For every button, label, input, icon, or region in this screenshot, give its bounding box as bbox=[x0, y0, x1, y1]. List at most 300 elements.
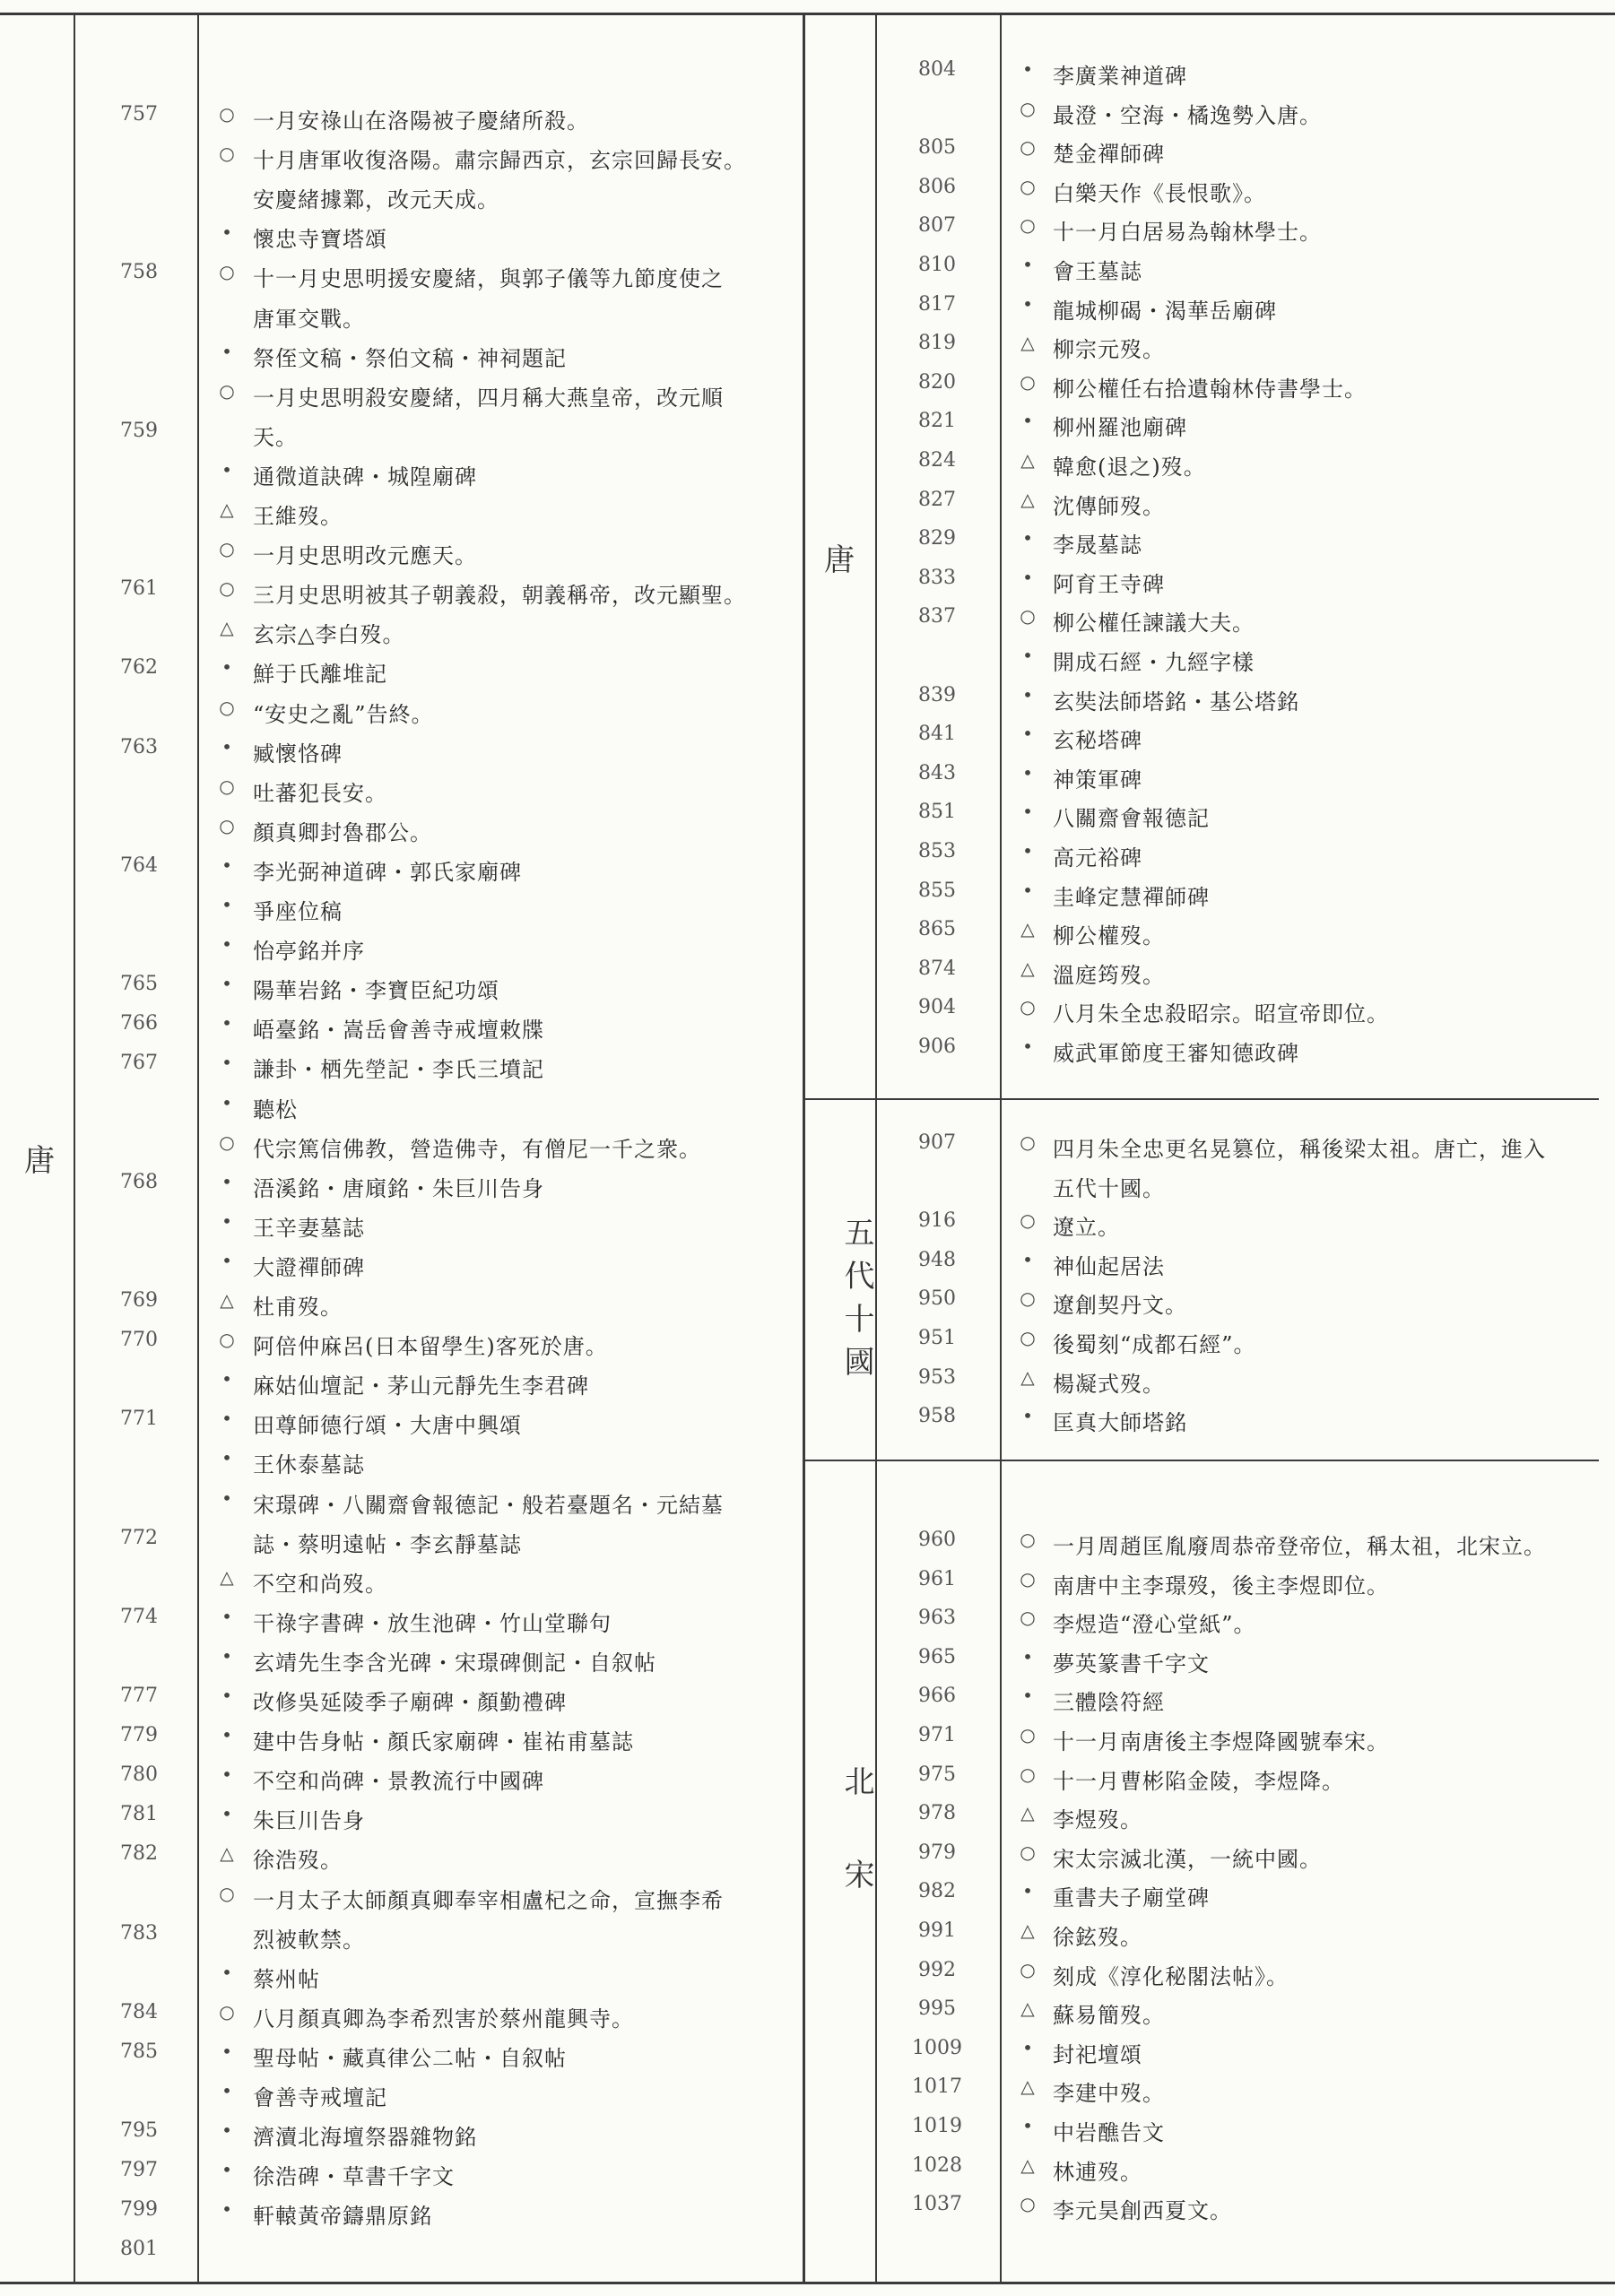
row-year: 770 bbox=[120, 1329, 158, 1352]
work-bullet-icon: • bbox=[221, 1408, 232, 1430]
row-text: 聽松 bbox=[253, 1096, 298, 1122]
row-text: 改修吳延陵季子廟碑・顏勤禮碑 bbox=[253, 1690, 567, 1715]
timeline-row bbox=[805, 918, 1599, 957]
event-circle-icon: ○ bbox=[1020, 1841, 1036, 1863]
row-year: 975 bbox=[918, 1763, 956, 1786]
death-triangle-icon: △ bbox=[1020, 488, 1035, 510]
event-circle-icon: ○ bbox=[1020, 97, 1036, 119]
timeline-row bbox=[0, 1210, 803, 1250]
work-bullet-icon: • bbox=[1022, 2036, 1033, 2058]
row-year: 865 bbox=[918, 918, 956, 941]
timeline-row bbox=[805, 332, 1599, 371]
row-year: 784 bbox=[120, 2000, 158, 2023]
event-circle-icon: ○ bbox=[219, 775, 235, 797]
row-year: 827 bbox=[918, 488, 956, 511]
timeline-row bbox=[0, 775, 803, 815]
row-year: 979 bbox=[918, 1841, 956, 1864]
event-circle-icon: ○ bbox=[1020, 1529, 1036, 1550]
timeline-row bbox=[0, 1250, 803, 1289]
row-text: 八關齋會報德記 bbox=[1053, 806, 1210, 832]
row-year: 805 bbox=[918, 136, 956, 160]
row-year: 904 bbox=[918, 996, 956, 1019]
row-text: 八月朱全忠殺昭宗。昭宣帝即位。 bbox=[1053, 1001, 1389, 1027]
death-triangle-icon: △ bbox=[220, 498, 234, 520]
row-year: 1019 bbox=[912, 2115, 962, 2137]
work-bullet-icon: • bbox=[221, 933, 232, 956]
row-year: 817 bbox=[918, 292, 956, 316]
timeline-row bbox=[805, 1997, 1599, 2037]
row-text: 阿育王寺碑 bbox=[1053, 571, 1165, 597]
timeline-row bbox=[0, 1447, 803, 1486]
event-circle-icon: ○ bbox=[219, 103, 235, 125]
row-year: 780 bbox=[120, 1763, 158, 1787]
dynasty-label-right-tang: 唐 bbox=[824, 542, 855, 578]
row-year: 806 bbox=[918, 175, 956, 198]
row-text: 一月安祿山在洛陽被子慶緒所殺。 bbox=[253, 108, 589, 134]
work-bullet-icon: • bbox=[1022, 801, 1033, 823]
row-text: 圭峰定慧禪師碑 bbox=[1053, 884, 1210, 910]
timeline-row bbox=[805, 449, 1599, 489]
row-text: 刻成《淳化秘閣法帖》。 bbox=[1053, 1963, 1289, 1989]
timeline-row bbox=[805, 410, 1599, 449]
row-text: 誌・蔡明遠帖・李玄靜墓誌 bbox=[253, 1531, 522, 1557]
event-circle-icon: ○ bbox=[219, 696, 235, 718]
work-bullet-icon: • bbox=[1022, 527, 1033, 550]
row-year: 763 bbox=[120, 735, 158, 758]
timeline-row bbox=[0, 261, 803, 300]
row-text: 麻姑仙壇記・茅山元靜先生李君碑 bbox=[253, 1373, 589, 1399]
row-year: 855 bbox=[918, 879, 956, 902]
event-circle-icon: ○ bbox=[219, 143, 235, 165]
row-text: 柳公權歿。 bbox=[1053, 923, 1165, 949]
work-bullet-icon: • bbox=[221, 1724, 232, 1746]
row-text: 一月史思明改元應天。 bbox=[253, 543, 477, 569]
row-year: 853 bbox=[918, 840, 956, 862]
work-bullet-icon: • bbox=[1022, 254, 1033, 275]
timeline-row bbox=[0, 894, 803, 933]
row-text: 三月史思明被其子朝義殺，朝義稱帝，改元顯聖。 bbox=[253, 583, 746, 609]
row-year: 772 bbox=[120, 1526, 158, 1549]
work-bullet-icon: • bbox=[1022, 1035, 1033, 1057]
work-bullet-icon: • bbox=[221, 853, 232, 876]
row-text: 遼立。 bbox=[1053, 1215, 1120, 1241]
timeline-row bbox=[0, 538, 803, 577]
top-border bbox=[0, 13, 1615, 15]
timeline-row bbox=[805, 1841, 1599, 1881]
dynasty-label-right-wudai: 五代十國 bbox=[838, 1217, 874, 1389]
row-text: 王休泰墓誌 bbox=[253, 1452, 365, 1478]
timeline-row bbox=[0, 1645, 803, 1685]
row-text: 柳公權任右拾遺翰林侍書學士。 bbox=[1053, 376, 1367, 402]
timeline-row bbox=[805, 136, 1599, 176]
row-year: 1037 bbox=[912, 2193, 962, 2216]
timeline-row bbox=[805, 1724, 1599, 1763]
timeline-row bbox=[0, 182, 803, 221]
row-text: 十月唐軍收復洛陽。肅宗歸西京，玄宗回歸長安。 bbox=[253, 148, 746, 174]
row-text: 威武軍節度王審知德政碑 bbox=[1053, 1041, 1299, 1066]
event-circle-icon: ○ bbox=[219, 1131, 235, 1153]
row-text: 不空和尚碑・景教流行中國碑 bbox=[253, 1769, 544, 1795]
row-text: 匡真大師塔銘 bbox=[1053, 1410, 1187, 1436]
row-year: 992 bbox=[918, 1958, 956, 1981]
death-triangle-icon: △ bbox=[1020, 1365, 1035, 1388]
right-section-divider-1 bbox=[805, 1098, 1599, 1100]
row-text: 宋璟碑・八關齋會報德記・般若臺題名・元結墓 bbox=[253, 1492, 724, 1518]
timeline-row bbox=[0, 1012, 803, 1052]
timeline-row bbox=[805, 214, 1599, 254]
row-text: 楚金禪師碑 bbox=[1053, 142, 1165, 168]
work-bullet-icon: • bbox=[1022, 410, 1033, 432]
work-bullet-icon: • bbox=[221, 1605, 232, 1627]
row-text: 干祿字書碑・放生池碑・竹山堂聯句 bbox=[253, 1610, 612, 1636]
row-text: “安史之亂”告終。 bbox=[253, 701, 434, 727]
event-circle-icon: ○ bbox=[1020, 1327, 1036, 1348]
timeline-row bbox=[0, 815, 803, 854]
row-year: 953 bbox=[918, 1365, 956, 1389]
timeline-row bbox=[805, 1366, 1599, 1406]
timeline-row bbox=[0, 854, 803, 894]
row-text: 田尊師德行頌・大唐中興頌 bbox=[253, 1413, 522, 1439]
timeline-row bbox=[805, 254, 1599, 293]
timeline-row bbox=[805, 1249, 1599, 1288]
event-circle-icon: ○ bbox=[1020, 1763, 1036, 1785]
death-triangle-icon: △ bbox=[1020, 918, 1035, 940]
timeline-row bbox=[0, 1329, 803, 1368]
work-bullet-icon: • bbox=[1022, 761, 1033, 784]
timeline-row bbox=[805, 1763, 1599, 1803]
event-circle-icon: ○ bbox=[219, 814, 235, 836]
row-text: 南唐中主李璟歿，後主李煜即位。 bbox=[1053, 1573, 1389, 1599]
row-year: 766 bbox=[120, 1012, 158, 1035]
row-text: 封祀壇頌 bbox=[1053, 2041, 1142, 2067]
timeline-row bbox=[805, 684, 1599, 723]
timeline-row bbox=[0, 697, 803, 736]
row-year: 960 bbox=[918, 1529, 956, 1551]
death-triangle-icon: △ bbox=[220, 617, 234, 639]
work-bullet-icon: • bbox=[221, 735, 232, 758]
work-bullet-icon: • bbox=[221, 1763, 232, 1786]
work-bullet-icon: • bbox=[1022, 1685, 1033, 1707]
row-text: 代宗篤信佛教，營造佛寺，有僧尼一千之衆。 bbox=[253, 1136, 701, 1162]
row-year: 771 bbox=[120, 1408, 158, 1431]
work-bullet-icon: • bbox=[221, 1644, 232, 1667]
dynasty-label-left: 唐 bbox=[24, 1143, 55, 1179]
timeline-row bbox=[0, 2080, 803, 2119]
event-circle-icon: ○ bbox=[1020, 1567, 1036, 1590]
work-bullet-icon: • bbox=[221, 1052, 232, 1074]
timeline-row bbox=[0, 1052, 803, 1091]
row-year: 916 bbox=[918, 1209, 956, 1233]
row-year: 874 bbox=[918, 957, 956, 980]
row-year: 1009 bbox=[912, 2036, 962, 2059]
work-bullet-icon: • bbox=[221, 1447, 232, 1469]
row-text: 十一月曹彬陷金陵，李煜降。 bbox=[1053, 1768, 1344, 1794]
work-bullet-icon: • bbox=[221, 1486, 232, 1509]
event-circle-icon: ○ bbox=[219, 1882, 235, 1904]
row-year: 1017 bbox=[912, 2075, 962, 2099]
event-circle-icon: ○ bbox=[1020, 996, 1036, 1018]
row-year: 768 bbox=[120, 1170, 158, 1193]
row-text: 最澄・空海・橘逸勢入唐。 bbox=[1053, 102, 1322, 128]
event-circle-icon: ○ bbox=[1020, 370, 1036, 393]
work-bullet-icon: • bbox=[221, 1012, 232, 1035]
timeline-row bbox=[0, 1724, 803, 1763]
work-bullet-icon: • bbox=[221, 1091, 232, 1113]
row-text: 謙卦・栖先塋記・李氏三墳記 bbox=[253, 1057, 544, 1083]
row-text: 朱巨川告身 bbox=[253, 1808, 365, 1834]
row-text: 神仙起居法 bbox=[1053, 1253, 1165, 1279]
timeline-row bbox=[0, 1883, 803, 1922]
row-year: 777 bbox=[120, 1685, 158, 1707]
timeline-row bbox=[0, 1171, 803, 1210]
timeline-row bbox=[805, 527, 1599, 567]
timeline-row bbox=[805, 98, 1599, 137]
row-year: 821 bbox=[918, 410, 956, 433]
timeline-row bbox=[0, 380, 803, 420]
timeline-row bbox=[0, 143, 803, 182]
row-text: 四月朱全忠更名晃篡位，稱後梁太祖。唐亡，進入 bbox=[1053, 1137, 1546, 1162]
event-circle-icon: ○ bbox=[1020, 214, 1036, 237]
work-bullet-icon: • bbox=[1022, 2115, 1033, 2136]
timeline-row bbox=[0, 1803, 803, 1842]
timeline-row bbox=[805, 371, 1599, 411]
timeline-row bbox=[0, 2198, 803, 2238]
row-text: 阿倍仲麻呂(日本留學生)客死於唐。 bbox=[253, 1334, 608, 1360]
work-bullet-icon: • bbox=[1022, 566, 1033, 588]
timeline-row bbox=[0, 1131, 803, 1171]
row-text: 白樂天作《長恨歌》。 bbox=[1053, 180, 1266, 206]
row-text: 聖母帖・藏真律公二帖・自叙帖 bbox=[253, 2045, 567, 2071]
death-triangle-icon: △ bbox=[220, 1289, 234, 1311]
row-year: 851 bbox=[918, 801, 956, 824]
row-year: 774 bbox=[120, 1605, 158, 1628]
work-bullet-icon: • bbox=[1022, 292, 1033, 315]
timeline-row bbox=[805, 1646, 1599, 1685]
row-text: 蔡州帖 bbox=[253, 1966, 320, 1992]
row-text: 李煜造“澄心堂紙”。 bbox=[1053, 1612, 1256, 1638]
timeline-row bbox=[805, 762, 1599, 801]
timeline-row bbox=[0, 1566, 803, 1606]
work-bullet-icon: • bbox=[1022, 1880, 1033, 1902]
row-year: 843 bbox=[918, 761, 956, 784]
timeline-row bbox=[0, 498, 803, 538]
row-text: 玄奘法師塔銘・基公塔銘 bbox=[1053, 689, 1299, 715]
row-year: 961 bbox=[918, 1567, 956, 1590]
timeline-row bbox=[0, 103, 803, 143]
timeline-row bbox=[0, 577, 803, 617]
row-text: 溫庭筠歿。 bbox=[1053, 962, 1165, 988]
row-text: 李建中歿。 bbox=[1053, 2081, 1165, 2107]
event-circle-icon: ○ bbox=[1020, 136, 1036, 159]
row-year: 757 bbox=[120, 103, 158, 126]
timeline-row bbox=[0, 1487, 803, 1527]
timeline-row bbox=[0, 1408, 803, 1447]
timeline-row bbox=[805, 2075, 1599, 2115]
timeline-row bbox=[805, 1880, 1599, 1919]
timeline-row bbox=[805, 1959, 1599, 1998]
work-bullet-icon: • bbox=[221, 894, 232, 915]
row-text: 中岩醮告文 bbox=[1053, 2120, 1165, 2145]
row-year: 767 bbox=[120, 1052, 158, 1075]
timeline-row bbox=[805, 2193, 1599, 2232]
row-year: 951 bbox=[918, 1327, 956, 1349]
work-bullet-icon: • bbox=[1022, 1645, 1033, 1668]
row-text: 後蜀刻“成都石經”。 bbox=[1053, 1332, 1256, 1357]
timeline-row bbox=[0, 2040, 803, 2080]
timeline-row bbox=[805, 489, 1599, 528]
row-year: 759 bbox=[120, 419, 158, 442]
row-year: 761 bbox=[120, 577, 158, 601]
work-bullet-icon: • bbox=[221, 2040, 232, 2062]
row-text: 爭座位稿 bbox=[253, 899, 343, 924]
row-year: 841 bbox=[918, 723, 956, 746]
timeline-row bbox=[0, 2119, 803, 2159]
timeline-row bbox=[805, 1405, 1599, 1444]
row-text: 一月太子太師顏真卿奉宰相盧杞之命，宣撫李希 bbox=[253, 1887, 724, 1913]
row-text: 李晟墓誌 bbox=[1053, 533, 1142, 559]
dynasty-label-right-beisong: 北宋 bbox=[838, 1765, 874, 1952]
timeline-row bbox=[805, 645, 1599, 684]
timeline-row bbox=[0, 459, 803, 498]
timeline-row bbox=[0, 1842, 803, 1882]
event-circle-icon: ○ bbox=[1020, 1131, 1036, 1153]
row-text: 一月周趙匡胤廢周恭帝登帝位，稱太祖，北宋立。 bbox=[1053, 1534, 1546, 1559]
event-circle-icon: ○ bbox=[219, 1329, 235, 1351]
event-circle-icon: ○ bbox=[1020, 2193, 1036, 2215]
event-circle-icon: ○ bbox=[219, 538, 235, 560]
row-text: 李光弼神道碑・郭氏家廟碑 bbox=[253, 859, 522, 885]
timeline-row bbox=[805, 2115, 1599, 2154]
row-year: 769 bbox=[120, 1289, 158, 1312]
row-text: 沈傳師歿。 bbox=[1053, 493, 1165, 519]
work-bullet-icon: • bbox=[1022, 840, 1033, 862]
row-year: 758 bbox=[120, 261, 158, 284]
death-triangle-icon: △ bbox=[220, 1565, 234, 1588]
row-text: 徐鉉歿。 bbox=[1053, 1925, 1142, 1950]
row-text: 陽華岩銘・李寶臣紀功頌 bbox=[253, 978, 499, 1004]
timeline-row bbox=[0, 973, 803, 1012]
row-year: 978 bbox=[918, 1802, 956, 1825]
row-text: 重書夫子廟堂碑 bbox=[1053, 1885, 1210, 1911]
row-text: 蘇易簡歿。 bbox=[1053, 2003, 1165, 2029]
row-text: 徐浩碑・草書千字文 bbox=[253, 2164, 455, 2190]
work-bullet-icon: • bbox=[221, 340, 232, 362]
row-text: 遼創契丹文。 bbox=[1053, 1293, 1187, 1319]
event-circle-icon: ○ bbox=[1020, 1958, 1036, 1980]
timeline-row bbox=[805, 1802, 1599, 1841]
row-text: 不空和尚歿。 bbox=[253, 1571, 387, 1597]
row-text: 柳公權任諫議大夫。 bbox=[1053, 611, 1255, 637]
death-triangle-icon: △ bbox=[1020, 1997, 1035, 2020]
work-bullet-icon: • bbox=[221, 2119, 232, 2142]
row-year: 963 bbox=[918, 1607, 956, 1630]
row-text: 開成石經・九經字樣 bbox=[1053, 650, 1255, 675]
row-text: 唐軍交戰。 bbox=[253, 306, 365, 332]
timeline-row bbox=[805, 1568, 1599, 1607]
row-year: 804 bbox=[918, 58, 956, 81]
event-circle-icon: ○ bbox=[1020, 1607, 1036, 1629]
row-text: 李元昊創西夏文。 bbox=[1053, 2198, 1232, 2224]
event-circle-icon: ○ bbox=[1020, 1724, 1036, 1746]
timeline-row bbox=[0, 1922, 803, 1962]
row-text: 玄秘塔碑 bbox=[1053, 728, 1142, 754]
work-bullet-icon: • bbox=[1022, 58, 1033, 80]
row-year: 991 bbox=[918, 1919, 956, 1942]
row-year: 764 bbox=[120, 853, 158, 877]
row-text: 浯溪銘・唐廎銘・朱巨川告身 bbox=[253, 1175, 544, 1201]
row-year: 765 bbox=[120, 973, 158, 996]
row-text: 祭侄文稿・祭伯文稿・神祠題記 bbox=[253, 345, 567, 371]
timeline-row bbox=[805, 1209, 1599, 1249]
work-bullet-icon: • bbox=[221, 2159, 232, 2181]
row-text: 徐浩歿。 bbox=[253, 1848, 343, 1874]
work-bullet-icon: • bbox=[1022, 1248, 1033, 1270]
timeline-row bbox=[0, 617, 803, 656]
timeline-row bbox=[805, 1685, 1599, 1724]
row-text: 大證禪師碑 bbox=[253, 1254, 365, 1280]
row-text: 安慶緒據鄴，改元天成。 bbox=[253, 187, 499, 213]
row-text: 會善寺戒壇記 bbox=[253, 2085, 387, 2110]
row-text: 烈被軟禁。 bbox=[253, 1927, 365, 1953]
row-year: 839 bbox=[918, 683, 956, 706]
row-text: 通微道訣碑・城隍廟碑 bbox=[253, 464, 477, 490]
row-text: 韓愈(退之)歿。 bbox=[1053, 455, 1206, 480]
row-text: 十一月南唐後主李煜降國號奉宋。 bbox=[1053, 1729, 1389, 1754]
row-year: 948 bbox=[918, 1248, 956, 1271]
row-year: 833 bbox=[918, 566, 956, 589]
timeline-row bbox=[0, 1685, 803, 1724]
row-text: 會王墓誌 bbox=[1053, 259, 1142, 284]
row-text: 顏真卿封魯郡公。 bbox=[253, 819, 432, 845]
event-circle-icon: ○ bbox=[219, 2000, 235, 2023]
row-year: 829 bbox=[918, 527, 956, 550]
timeline-row bbox=[805, 1529, 1599, 1568]
timeline-row bbox=[0, 1092, 803, 1131]
row-text: 一月史思明殺安慶緒，四月稱大燕皇帝，改元順 bbox=[253, 385, 724, 411]
timeline-row bbox=[0, 1962, 803, 2001]
death-triangle-icon: △ bbox=[1020, 2075, 1035, 2098]
work-bullet-icon: • bbox=[221, 973, 232, 995]
row-text: 天。 bbox=[253, 424, 298, 450]
work-bullet-icon: • bbox=[221, 656, 232, 679]
row-year: 824 bbox=[918, 449, 956, 472]
row-year: 820 bbox=[918, 370, 956, 394]
timeline-row bbox=[0, 933, 803, 973]
death-triangle-icon: △ bbox=[1020, 2153, 1035, 2176]
row-text: 五代十國。 bbox=[1053, 1175, 1165, 1201]
timeline-row bbox=[805, 1607, 1599, 1646]
row-year: 950 bbox=[918, 1287, 956, 1311]
row-text: 峿臺銘・嵩岳會善寺戒壇敕牒 bbox=[253, 1018, 544, 1044]
row-text: 十一月史思明援安慶緒，與郭子儀等九節度使之 bbox=[253, 266, 724, 292]
event-circle-icon: ○ bbox=[1020, 1209, 1036, 1232]
row-text: 三體陰符經 bbox=[1053, 1690, 1165, 1716]
row-year: 1028 bbox=[912, 2153, 962, 2177]
work-bullet-icon: • bbox=[221, 1209, 232, 1232]
timeline-row bbox=[805, 2037, 1599, 2076]
work-bullet-icon: • bbox=[1022, 645, 1033, 666]
death-triangle-icon: △ bbox=[1020, 957, 1035, 979]
row-text: 李煜歿。 bbox=[1053, 1807, 1142, 1833]
timeline-row bbox=[805, 605, 1599, 645]
timeline-row bbox=[805, 1035, 1599, 1075]
row-year: 995 bbox=[918, 1997, 956, 2021]
timeline-row bbox=[805, 293, 1599, 333]
work-bullet-icon: • bbox=[1022, 879, 1033, 901]
row-text: 楊凝式歿。 bbox=[1053, 1371, 1165, 1397]
row-text: 玄靖先生李含光碑・宋璟碑側記・自叙帖 bbox=[253, 1650, 656, 1676]
row-year: 837 bbox=[918, 605, 956, 628]
